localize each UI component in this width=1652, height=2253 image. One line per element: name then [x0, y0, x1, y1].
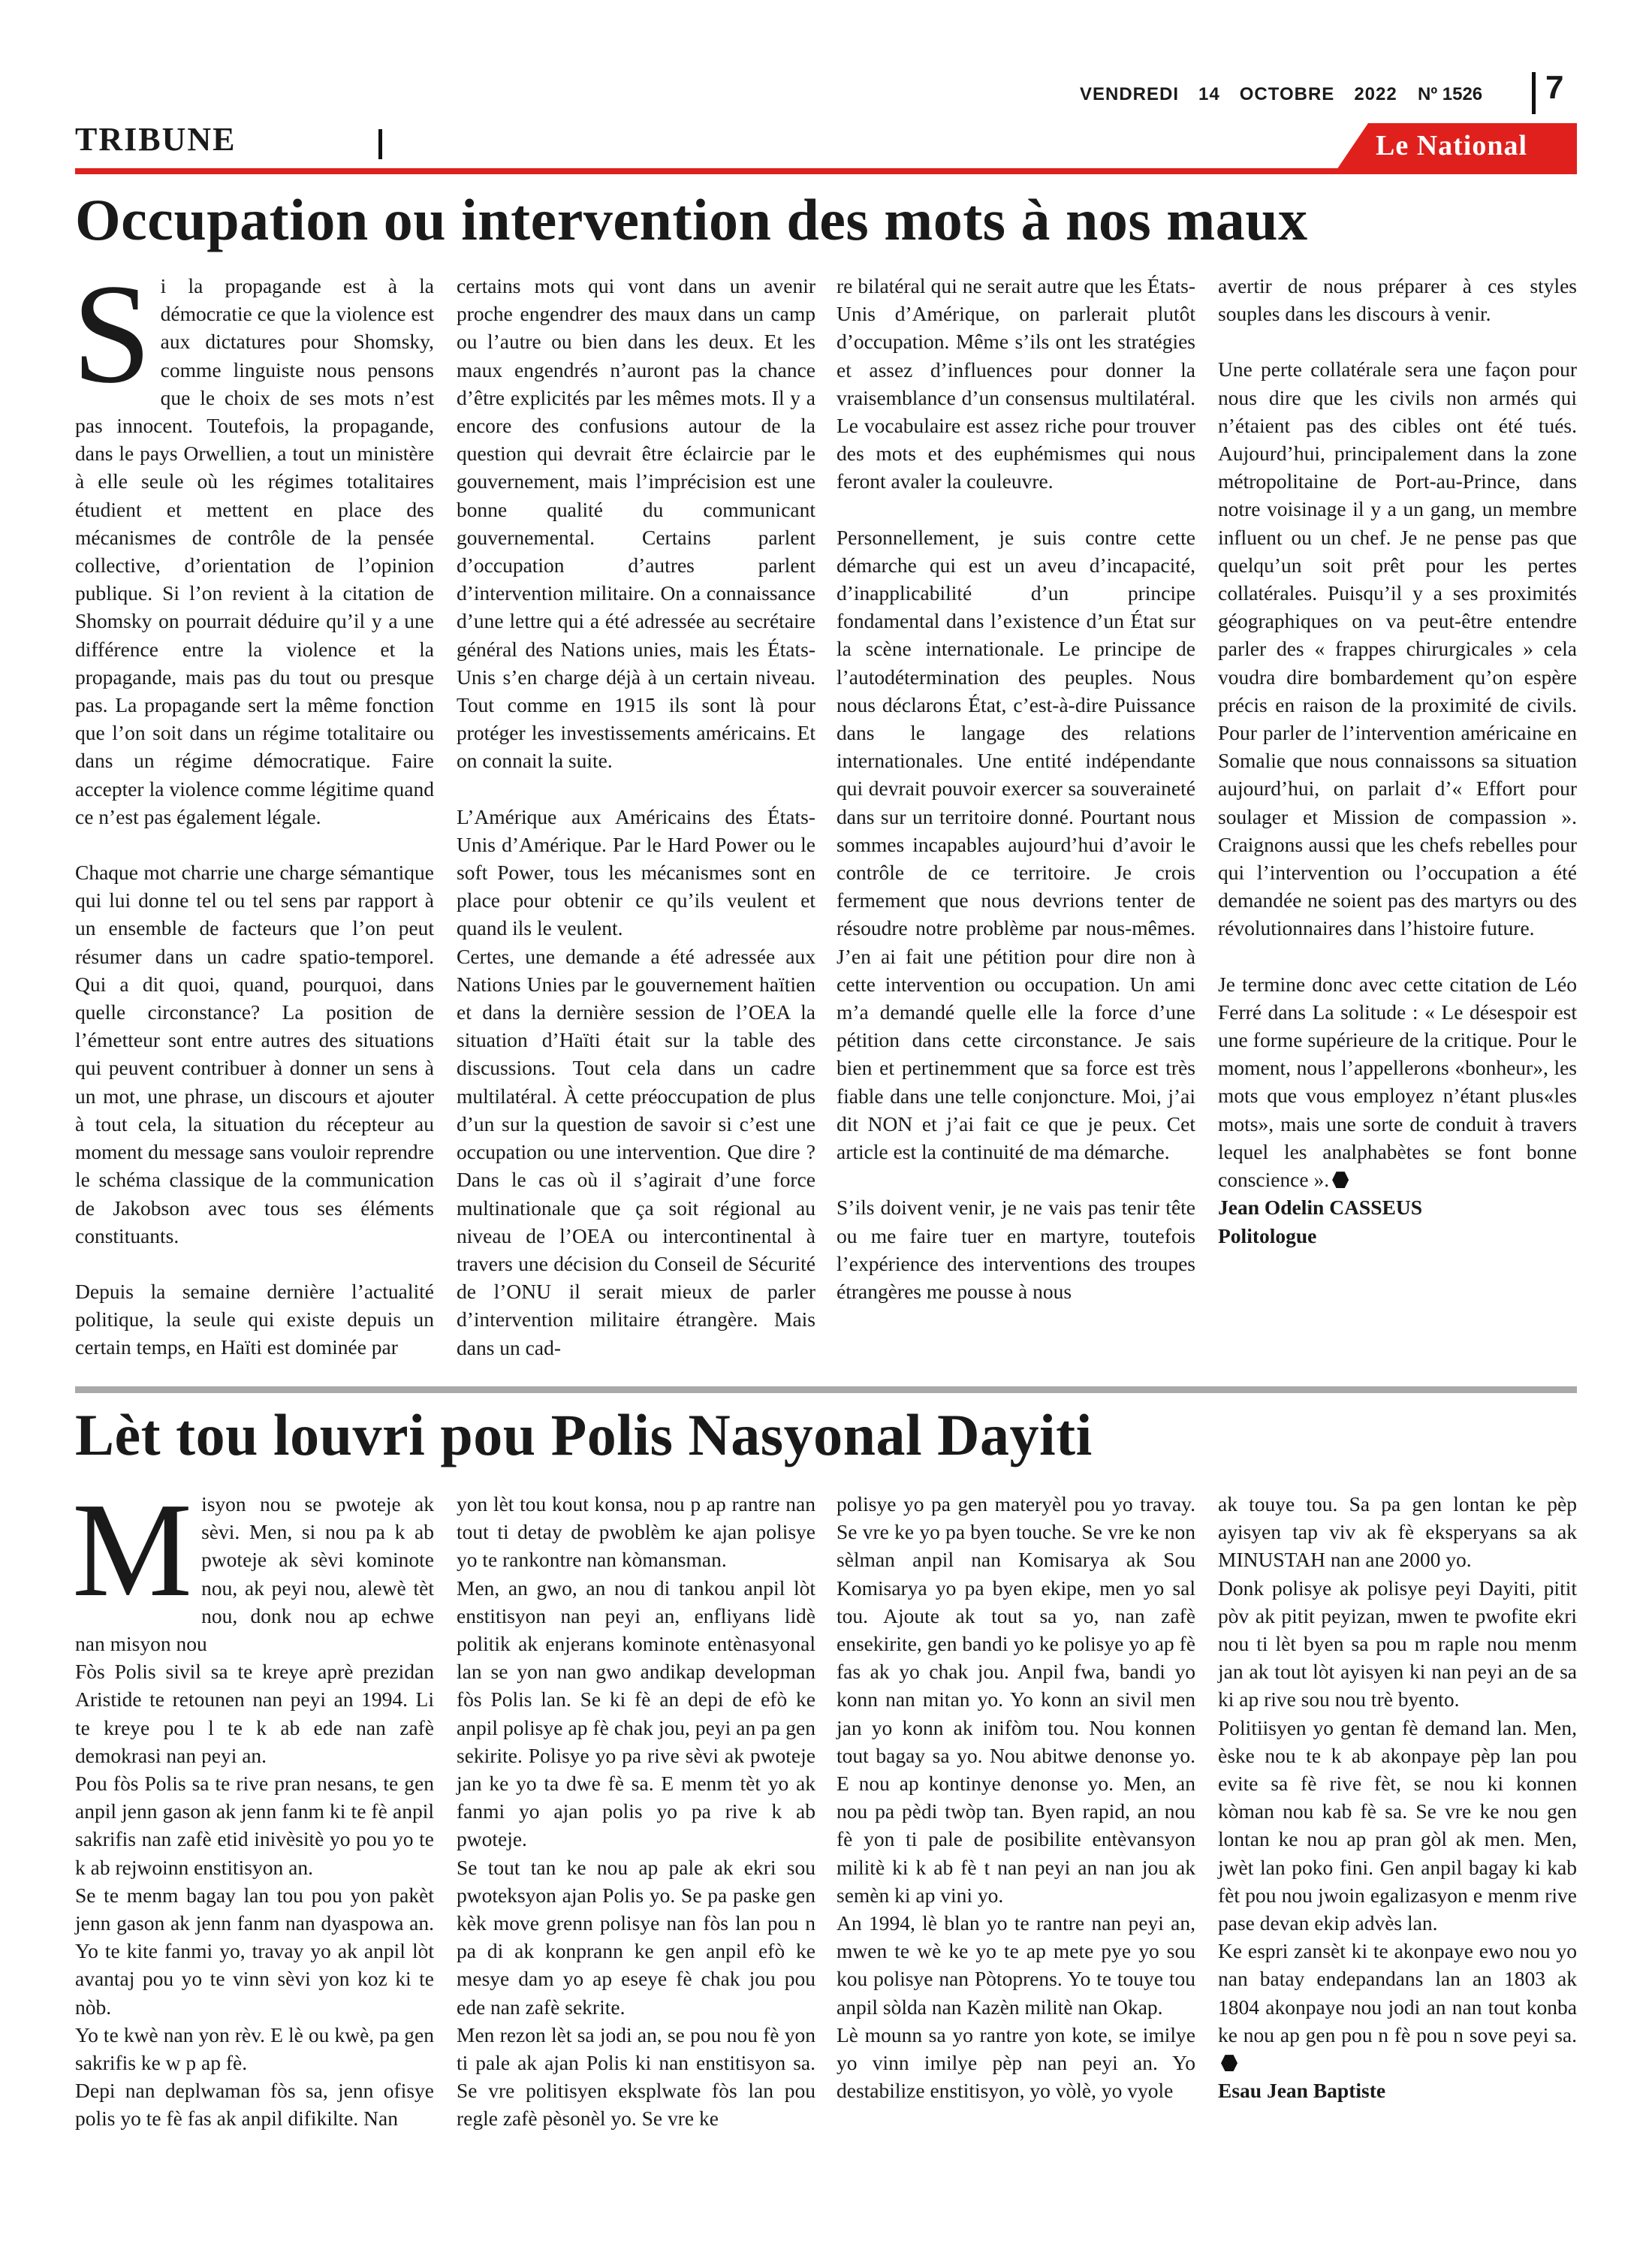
issue-date: [1080, 84, 1417, 105]
issue-year: 2022: [1354, 84, 1397, 104]
article-1-closing-text: Je termine donc avec cette citation de Léo Ferré dans La solitude : « Le désespoir est une forme supérieure de la critique. Pour le moment, nous l’appellerons «bonheur», les mots que vous employez n’étant plus«les mots», mais une sorte de conduit à travers lequel les analphabètes se font bonne conscience ».: [1218, 972, 1577, 1192]
article-2-paragraph: yon lèt tou kout konsa, nou p ap rantre nan tout ti detay de pwoblèm ke ajan polisye yo te rankontre nan kòmansman.: [457, 1492, 815, 1572]
article-1-column-3: [837, 272, 1195, 1383]
article-2-closing-paragraph: [1218, 1937, 1577, 2077]
article-1-paragraph: Chaque mot charrie une charge sémantique qui lui donne tel ou tel sens par rapport à un ensemble de facteurs que l’on peut résumer dans un cadre spatio-temporel. Qui a dit quoi, quand, pourquoi, dans quelle circonstance? La position de l’émetteur sont entre autres des situations qui peuvent contribuer à donner un sens à un mot, une phrase, un discours et ajouter à tout cela, la situation du récepteur au moment du message sans vouloir reprendre le schéma classique de la communication de Jakobson avec tous ses éléments constituants.: [75, 861, 434, 1247]
article-2-column-2: [457, 1490, 815, 2226]
article-2-paragraph: Pou fòs Polis sa te rive pran nesans, te gen anpil jenn gason ak jenn fanm ki te fè anpil sakrifis nan zafè etid inivèsitè yo pou yo te k ab rejwoinn enstitisyon an.: [75, 1772, 434, 1879]
article-2-paragraph: ak touye tou. Sa pa gen lontan ke pèp ayisyen tap viv ak fè eksperyans sa ak MINUSTAH nan ane 2000 yo.: [1218, 1492, 1577, 1572]
article-2-paragraph: Depi nan deplwaman fòs sa, jenn ofisye polis yo te fè fas ak anpil difikilte. Nan: [75, 2079, 434, 2131]
article-2-column-1: [72, 1475, 434, 2226]
article-1-headline: Occupation ou intervention des mots à nos maux: [75, 187, 1308, 252]
article-2-paragraph: Men, an gwo, an nou di tankou anpil lòt enstitisyon nan peyi an, enfliyans lidè politik ak enjerans kominote entènasyonal lan se yon nan gwo andikap developman fòs Polis lan. Se ki fè an depi de efò ke anpil polisye ap fè chak jou, peyi an pa gen sekirite. Polisye yo pa rive sèvi ak pwoteje jan ke yo ta dwe fè sa. E menm tèt yo ak fanmi yo ajan polis yo pa rive k ab pwoteje.: [457, 1576, 815, 1851]
article-1-paragraph: Une perte collatérale sera une façon pour nous dire que les civils non armés qui n’étaient pas des cibles ont été tués. Aujourd’hui, principalement dans la zone métropolitaine de Port-au-Prince, dans notre voisinage il y a un gang, un membre influent ou un chef. Je ne pense pas que quelqu’un soit prêt pour les pertes collatérales. Puisqu’il y a ses proximités géographiques on va peut-être entendre parler des « frappes chirurgicales » cela voudra dire bombardement qu’on espère précis en raison de la proximité de civils. Pour parler de l’intervention américaine en Somalie que nous connaissons sa situation aujourd’hui, on parlait d’« Effort pour soulager et Mission de compassion ». Craignons aussi que les chefs rebelles pour qui l’intervention ou l’occupation a été demandée ne soient pas des martyrs ou des révolutionnaires dans l’histoire future.: [1218, 357, 1577, 940]
article-2-paragraph: Se tout tan ke nou ap pale ak ekri sou pwoteksyon ajan Polis yo. Se pa paske gen kèk move grenn polisye nan fòs lan pou n pa di ak konprann ke gen anpil efò ke mesye dam yo ap eseye fè chak jou pou ede nan zafè sekrite.: [457, 1855, 815, 2019]
brand-name: Le National: [1376, 130, 1528, 161]
article-1-author: Jean Odelin CASSEUS: [1218, 1196, 1423, 1220]
issue-number: Nº 1526: [1418, 84, 1483, 104]
header-red-rule: [75, 168, 1577, 174]
article-1-paragraph: re bilatéral qui ne serait autre que les États-Unis d’Amérique, on parlerait plutôt d’occupation. Même s’ils ont les stratégies et assez d’influences pour donner la vraisemblance d’un consensus multilatéral. Le vocabulaire est assez riche pour trouver des mots et des euphémismes qui nous feront avaler la couleuvre.: [837, 274, 1195, 493]
article-1-paragraph: Personnellement, je suis contre cette démarche qui est un aveu d’incapacité, d’inapplicabilité d’un principe fondamental dans l’existence d’un État sur la scène internationale. Le principe de l’autodétermination des peuples. Nous nous déclarons État, c’est-à-dire Puissance dans le langage des relations internationales. Une entité indépendante qui devrait pouvoir exercer sa souveraineté dans sur un territoire donné. Pourtant nous sommes incapables aujourd’hui d’avoir le contrôle de ce territoire. Je crois fermement que nous devrions tenter de résoudre notre problème par nous-mêmes. J’en ai fait une pétition pour dire non à cette intervention ou occupation. Un ami m’a demandé quelle elle la force d’une pétition dans cette circonstance. Je sais bien et pertinemment que sa force est très fiable dans une telle conjoncture. Moi, j’ai dit NON et j’ai fait ce que je peux. Cet article est la continuité de ma démarche.: [837, 525, 1195, 1164]
article-2-paragraph: Yo te kwè nan yon rèv. E lè ou kwè, pa gen sakrifis ke w p ap fè.: [75, 2022, 434, 2075]
header-divider: [1532, 72, 1536, 114]
article-1-paragraph: Depuis la semaine dernière l’actualité politique, la seule qui existe depuis un certain temps, en Haïti est dominée par: [75, 1279, 434, 1359]
article-1-paragraph: Certes, une demande a été adressée aux Nations Unies par le gouvernement haïtien et dans la dernière session de l’OEA la situation d’Haïti était sur la table des discussions. Tout cela dans un cadre multilatéral. À cette préoccupation de plus d’un sur la question de savoir si c’est une occupation ou une intervention. Que dire ? Dans le cas où il s’agirait d’une force multinationale que ça soit régional au niveau de l’OEA ou intercontinental à travers une décision du Conseil de Sécurité de l’ONU il serait mieux de parler d’intervention militaire étrangère. Mais dans un cad-: [457, 944, 815, 1359]
section-divider: [378, 129, 382, 159]
article-1-closing-paragraph: [1218, 970, 1577, 1194]
article-2-paragraph: Se te menm bagay lan tou pou yon pakèt jenn gason ak jenn fanm nan dyaspowa an. Yo te kite fanmi yo, travay yo ak anpil lòt avantaj pou yo te vinn sèvi yon koz ki te nòb.: [75, 1883, 434, 2019]
article-1-author-title: Politologue: [1218, 1223, 1317, 1247]
issue-month: OCTOBRE: [1239, 84, 1335, 104]
article-1-paragraph: avertir de nous préparer à ces styles souples dans les discours à venir.: [1218, 274, 1577, 326]
article-2-paragraph: isyon nou se pwoteje ak sèvi. Men, si nou pa k ab pwoteje ak sèvi kominote nou, ak peyi nou, alewè tèt nou, donk nou ap echwe nan misyon nou: [75, 1492, 434, 1656]
article-2-column-3: [837, 1490, 1195, 2226]
article-2-paragraph: Fòs Polis sivil sa te kreye aprè prezidan Aristide te retounen nan peyi an 1994. Li te kreye pou l te k ab ede nan zafè demokrasi nan peyi an.: [75, 1660, 434, 1767]
article-2-paragraph: Politiisyen yo gentan fè demand lan. Men, èske nou te k ab akonpaye pèp lan pou evite sa fè rive fèt, se nou ki konnen kòman nou kab fè sa. Se vre ke nou gen lontan ke nou ap pran gòl ak men. Men, jwèt lan poko fini. Gen anpil bagay ki kab fèt pou nou jwoin egalizasyon e menm rive pase devan ekip advès lan.: [1218, 1715, 1577, 1935]
article-2-paragraph: Donk polisye ak polisye peyi Dayiti, pitit pòv ak pitit peyizan, mwen te pwofite ekri nou ti lèt byen sa pou m raple nou menm jan ak tout lòt ayisyen ki nan peyi an de sa ki ap rive sou nou trè byento.: [1218, 1576, 1577, 1712]
article-1-column-1: [72, 255, 434, 1383]
article-2-paragraph: An 1994, lè blan yo te rantre nan peyi an, mwen te wè ke yo te ap mete pye yo sou kou polisye nan Pòtoprens. Yo te touye tou anpil sòlda nan Kazèn militè nan Okap.: [837, 1911, 1195, 2019]
article-divider: [75, 1386, 1577, 1393]
end-mark-icon: [1332, 1172, 1349, 1188]
article-1-paragraph: S’ils doivent venir, je ne vais pas tenir tête ou me faire tuer en martyre, toutefois l’expérience des interventions des troupes étrangères me pousse à nous: [837, 1196, 1195, 1303]
end-mark-icon: [1221, 2055, 1237, 2071]
section-label: TRIBUNE: [75, 121, 237, 158]
issue-day: VENDREDI: [1080, 84, 1180, 104]
page-number: 7: [1545, 69, 1564, 106]
article-2-paragraph: Men rezon lèt sa jodi an, se pou nou fè yon ti pale ak ajan Polis ki nan enstitisyon sa. Se vre politisyen eksplwate fòs lan pou regle zafè pèsonèl yo. Se vre ke: [457, 2022, 815, 2131]
issue-day-number: 14: [1198, 84, 1220, 104]
article-2-paragraph: Lè mounn sa yo rantre yon kote, se imilye yo vinn imilye pèp nan peyi an. Yo destabilize enstitisyon, yo vòlè, yo vyole: [837, 2022, 1195, 2103]
article-1-dropcap: S: [72, 255, 152, 413]
article-2-column-4: [1218, 1490, 1577, 2226]
article-2-closing-text: Ke espri zansèt ki te akonpaye ewo nou yo nan batay endepandans lan an 1803 ak 1804 akonpaye nou jodi an nan tout konba ke nou ap gen pou n fè pou n sove peyi sa.: [1218, 1939, 1577, 2046]
article-2-author: Esau Jean Baptiste: [1218, 2079, 1386, 2103]
article-1-paragraph: L’Amérique aux Américains des États-Unis d’Amérique. Par le Hard Power ou le soft Power, tous les mécanismes sont en place pour obtenir ce qu’ils veulent et quand ils le veulent.: [457, 804, 815, 940]
article-2-dropcap: M: [72, 1475, 193, 1624]
article-1-paragraph: certains mots qui vont dans un avenir proche engendrer des maux dans un camp ou l’autre ou bien dans les deux. Et les maux engendrés n’auront pas la chance d’être explicités par les mêmes mots. Il y a encore des confusions autour de la question qui devrait être éclaircie par le gouvernement, mais l’imprécision est une bonne qualité du communicant gouvernemental. Certains parlent d’occupation d’autres parlent d’intervention militaire. On a connaissance d’une lettre qui a été adressée au secrétaire général des Nations unies, mais les États-Unis s’en charge déjà à un certain niveau. Tout comme en 1915 ils sont là pour protéger les investissements américains. Et on connait la suite.: [457, 274, 815, 773]
article-2-headline: Lèt tou louvri pou Polis Nasyonal Dayiti: [75, 1402, 1093, 1467]
article-1-paragraph: i la propagande est à la démocratie ce que la violence est aux dictatures pour Shomsky, comme linguiste nous pensons que le choix de ses mots n’est pas innocent. Toutefois, la propagande, dans le pays Orwellien, a tout un ministère à elle seule où les régimes totalitaires étudient et mettent en place des mécanismes de contrôle de la pensée collective, d’orientation de l’opinion publique. Si l’on revient à la citation de Shomsky on pourrait déduire qu’il y a une différence entre la violence et la propagande, mais pas du tout ou presque pas. La propagande sert la même fonction que l’on soit dans un régime totalitaire ou dans un régime démocratique. Faire accepter la violence comme légitime quand ce n’est pas également légale.: [75, 274, 434, 828]
article-1-column-2: [457, 272, 815, 1383]
article-2-paragraph: polisye yo pa gen materyèl pou yo travay. Se vre ke yo pa byen touche. Se vre ke non sèlman anpil nan Komisarya ak Sou Komisarya yo pa byen ekipe, men yo sal tou. Ajoute ak tout sa yo, nan zafè ensekirite, gen bandi yo ke polisye yo ap fè fas ak yo chak jou. Anpil fwa, bandi yo konn nan mitan yo. Yo konn an sivil men jan yo konn ak inifòm tou. Nou konnen tout bagay sa yo. Nou abitwe denonse yo. E nou ap kontinye denonse yo. Men, an nou pa pèdi twòp tan. Byen rapid, an nou fè yon ti pale de posibilite entèvansyon militè ki k ab fè t nan peyi an nan jou ak semèn ki ap vini yo.: [837, 1492, 1195, 1907]
article-1-column-4: [1218, 272, 1577, 1383]
